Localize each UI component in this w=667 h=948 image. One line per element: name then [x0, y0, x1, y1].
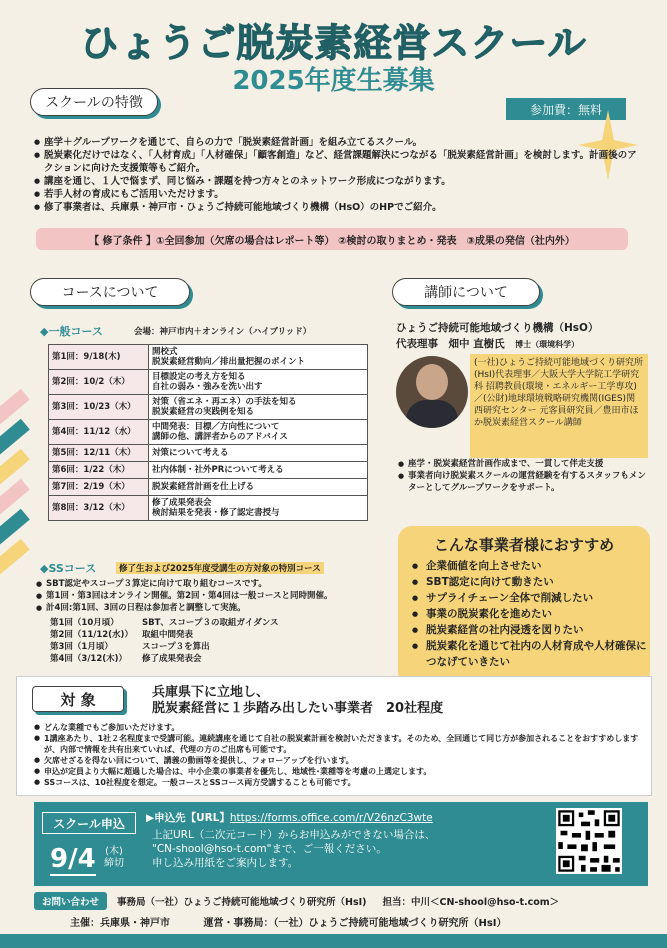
session-date: 第3回：10/23（木）	[49, 395, 149, 420]
lecturer-title-line	[396, 336, 579, 351]
apply-note: "CN-shool@hso-t.com"まで、ご一報ください。	[152, 843, 387, 855]
decor-stripe	[0, 479, 30, 515]
lecturer-points	[398, 458, 646, 494]
apply-deadline-date: 9/4	[50, 844, 96, 874]
apply-day: (木)	[105, 846, 123, 857]
ss-session-topic: 修了成果発表会	[142, 654, 202, 664]
table-row	[49, 370, 368, 395]
session-date: 第4回：11/12（水）	[49, 420, 149, 445]
apply-url-line	[146, 810, 433, 825]
target-notes	[34, 722, 642, 788]
table-row	[49, 479, 368, 496]
features-heading: スクールの特徴	[30, 88, 158, 116]
target-line1: 兵庫県下に立地し、	[152, 685, 270, 700]
list-item: ● 事業の脱炭素化を進めたい	[412, 606, 648, 622]
decor-stripe	[0, 419, 30, 455]
lecturer-name: 畑中 直樹氏	[448, 338, 505, 350]
lecturer-heading: 講師について	[392, 278, 540, 306]
ss-session-topic: 取組中間発表	[142, 630, 194, 640]
target-text	[152, 685, 443, 717]
completion-conditions: 【 修了条件 】①全回参加（欠席の場合はレポート等） ②検討の取りまとめ・発表 ③成果の発信（社内外）	[36, 228, 628, 250]
list-item: ● 計4回:第1回、3回の日程は参加者と調整して実施。	[36, 602, 376, 614]
session-date: 第7回：2/19（木）	[49, 479, 149, 496]
apply-note: 申し込み用紙をご案内します。	[152, 857, 299, 869]
session-title: 脱炭素経営計画を仕上げる	[149, 479, 368, 496]
ss-session-topic: スコープ３を算出	[142, 642, 210, 652]
ss-session-no: 第2回（11/12(水)）	[50, 630, 133, 640]
bottom-bar	[0, 934, 667, 948]
table-row	[49, 345, 368, 370]
table-row	[49, 496, 368, 521]
list-item: ● 事業者向け脱炭素スクールの運営経験を有するスタッフもメンターとしてグループワークをサポート。	[398, 470, 646, 494]
list-item: ● SBT認定やスコープ３算定に向けて取り組むコースです。	[36, 578, 376, 590]
list-item: ● 脱炭素化だけではなく、「人材育成」「人材確保」「顧客創造」など、経営課題解決につながる「脱炭素経営計画」を検討します。計画後のアクションに向けた支援策等もご紹介。	[34, 149, 642, 175]
session-title: 目標設定の考え方を知る	[152, 372, 246, 382]
contact-person: 担当：中川＜CN-shool@hso-t.com＞	[382, 897, 560, 908]
session-desc: 検討結果を発表・修了認定書授与	[152, 508, 280, 518]
session-title: 対策（省エネ・再エネ）の手法を知る	[152, 397, 297, 407]
session-title: 修了成果発表会	[152, 498, 212, 508]
contact-line	[34, 891, 648, 911]
list-item: ● 座学＋グループワークを通じて、自らの力で「脱炭素経営計画」を組み立てるスクール。	[34, 136, 642, 149]
apply-note: 上記URL（二次元コード）からお申込みができない場合は、	[152, 829, 436, 841]
general-course-venue: 会場：神戸市内＋オンライン（ハイブリッド）	[134, 327, 312, 337]
list-item: ● 修了事業者は、兵庫県・神戸市・ひょうご持続可能地域づくり機構（HsO）のHPでご紹介。	[34, 201, 642, 214]
list-item: ● 講座を通じ、１人で悩まず、同じ悩み・課題を持つ方々とのネットワーク形成につながります。	[34, 175, 642, 188]
list-item: ● 企業価値を向上させたい	[412, 558, 648, 574]
ss-session-topic: SBT、スコープ３の取組ガイダンス	[142, 618, 279, 628]
lecturer-role: 代表理事	[396, 338, 438, 350]
session-title: 社内体制・社外PRについて考える	[149, 462, 368, 479]
session-title: 開校式	[152, 347, 178, 357]
ss-session-no: 第4回（3/12(木)）	[50, 654, 128, 664]
list-item: ● SSコースは、10社程度を想定。一般コースとSSコース両方受講することも可能です。	[34, 777, 642, 788]
ss-session-no: 第1回（10月頃）	[50, 618, 119, 628]
session-desc: 自社の弱み・強みを洗い出す	[152, 382, 263, 392]
ss-course-label: ◆SSコース	[40, 562, 97, 575]
ss-session-no: 第3回（1月頃）	[50, 642, 113, 652]
footer-host: 主催：兵庫県・神戸市	[70, 918, 170, 929]
ss-list	[36, 578, 376, 614]
apply-notes	[152, 828, 435, 870]
session-date: 第6回：1/22（木）	[49, 462, 149, 479]
session-date: 第1回：9/18(木)	[49, 345, 149, 370]
apply-deadline-text: 締切	[104, 858, 124, 869]
target-line2: 脱炭素経営に１歩踏み出したい事業者 20社程度	[152, 701, 444, 716]
course-heading: コースについて	[30, 278, 190, 306]
decor-stripe	[0, 389, 30, 425]
list-item: ● 第1回・第3回はオンライン開催。第2回・第4回は一般コースと同時開催。	[36, 590, 376, 602]
list-item: ● 1講座あたり、1社２名程度まで受講可能。連続講座を通じて自社の脱炭素計画を検討いただきます。そのため、全回通じて同じ方が参加されることをおすすめしますが、内部で情報を共有出来ていれば、代理の方のご出席も可能です。	[34, 733, 642, 755]
lecturer-bio: (一社)ひょうご持続可能地域づくり研究所(HsI)代表理事／大阪大学大学院工学研究科 招聘教員(環境・エネルギー工学専攻)／(公財)地球環境戦略研究機関(IGES)関西研究センター 元客員研究員／豊田市ほか脱炭素経営スクール講師	[470, 354, 648, 458]
schedule-table	[48, 344, 368, 521]
target-label: 対 象	[32, 686, 124, 712]
session-date: 第5回：12/11（木）	[49, 445, 149, 462]
table-row	[49, 395, 368, 420]
apply-deadline	[104, 846, 124, 870]
general-course-label: ◆一般コース	[40, 325, 103, 338]
table-row	[49, 462, 368, 479]
session-title: 対策について考える	[149, 445, 368, 462]
list-item: ● 若手人材の育成にもご活用いただけます。	[34, 188, 642, 201]
footer-operator: 運営・事務局：（一社）ひょうご持続可能地域づくり研究所（HsI）	[203, 918, 507, 929]
session-date: 第8回：3/12（木）	[49, 496, 149, 521]
list-item: ● サプライチェーン全体で削減したい	[412, 590, 648, 606]
list-item: ● SBT認定に向けて動きたい	[412, 574, 648, 590]
session-title: 中間発表：目標／方向性について	[152, 422, 280, 432]
ss-course-sub: 修了生および2025年度受講生の方対象の特別コース	[116, 562, 324, 574]
list-item: ● 申込が定員より大幅に超過した場合は、中小企業の事業者を優先し、地域性･業種等を考慮の上選定します。	[34, 766, 642, 777]
features-list	[34, 136, 642, 214]
recommend-heading: こんな事業者様におすすめ	[433, 536, 615, 554]
contact-office: 事務局（一社）ひょうご持続可能地域づくり研究所（HsI)	[117, 897, 367, 908]
lecturer-degree: 博士（環境科学）	[515, 340, 580, 349]
contact-label: お問い合わせ	[34, 892, 107, 910]
lecturer-photo	[396, 356, 468, 428]
table-row	[49, 445, 368, 462]
page-subtitle: 2025年度生募集	[232, 66, 435, 96]
list-item: ● 欠席せざるを得ない回について、講義の動画等を提供し、フォローアップを行います。	[34, 755, 642, 766]
session-desc: 脱炭素経営動向／排出量把握のポイント	[152, 357, 306, 367]
lecturer-org: ひょうご持続可能地域づくり機構（HsO）	[396, 322, 599, 334]
qr-code[interactable]	[556, 808, 622, 874]
apply-label: スクール申込	[42, 812, 136, 834]
ss-sessions	[50, 617, 279, 665]
decor-stripe	[0, 449, 30, 485]
recommend-list	[412, 558, 648, 670]
page-title: ひょうご脱炭素経営スクール	[80, 21, 587, 65]
list-item: ● どんな業種でもご参加いただけます。	[34, 722, 642, 733]
table-row	[49, 420, 368, 445]
session-desc: 脱炭素経営の実践例を知る	[152, 407, 255, 417]
apply-url-link[interactable]: https://forms.office.com/r/V26nzC3wte	[229, 812, 433, 824]
list-item: ● 座学・脱炭素経営計画作成まで、一貫して伴走支援	[398, 458, 646, 470]
fee-badge: 参加費：無料	[506, 98, 626, 120]
list-item: ● 脱炭素経営の社内浸透を図りたい	[412, 622, 648, 638]
apply-url-label: ▶申込先【URL】	[146, 812, 230, 824]
list-item: ● 脱炭素化を通じて社内の人材育成や人材確保につなげていきたい	[412, 638, 648, 670]
session-date: 第2回：10/2（木）	[49, 370, 149, 395]
footer-line	[70, 914, 507, 929]
session-desc: 講師の他、講評者からのアドバイス	[152, 432, 288, 442]
decor-stripe	[0, 509, 30, 545]
decor-stripe	[0, 539, 30, 575]
